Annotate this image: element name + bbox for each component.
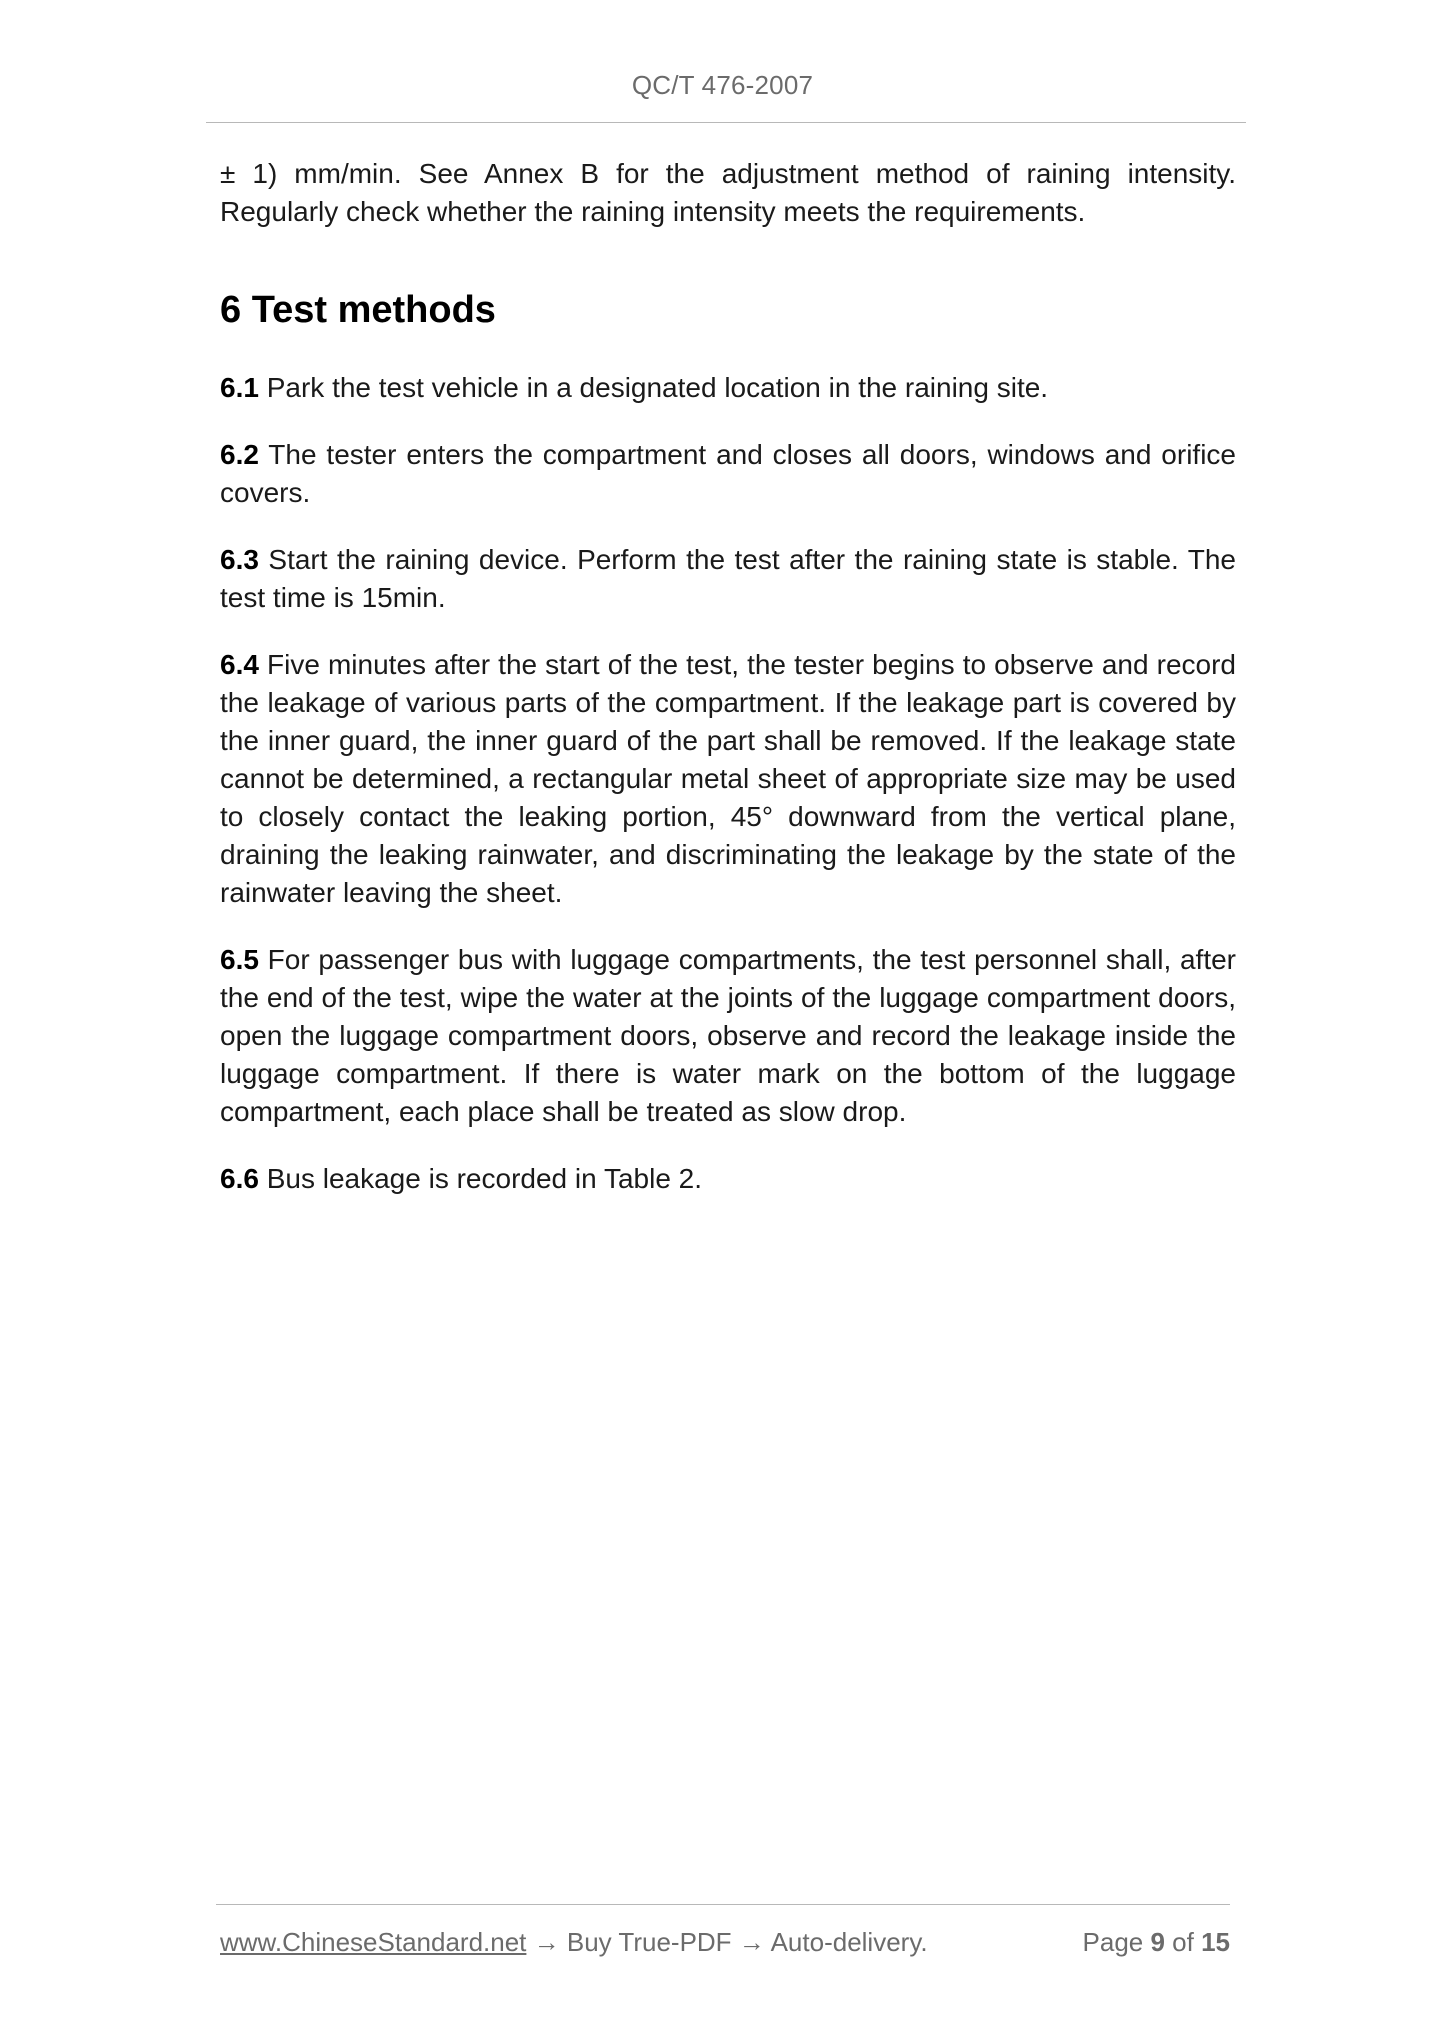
clause-6-6: [220, 1160, 1236, 1198]
clause-6-3: [220, 541, 1236, 617]
clause-number: 6.5: [220, 944, 259, 975]
clause-text: Bus leakage is recorded in Table 2.: [258, 1163, 703, 1194]
page-label: Page: [1082, 1927, 1151, 1957]
clause-text: Start the raining device. Perform the test after the raining state is stable. The test time is 15min.: [220, 544, 1236, 613]
page-footer: [220, 1924, 1230, 1960]
arrow-right-icon: →: [731, 1927, 771, 1957]
delivery-text: Auto-delivery.: [770, 1927, 928, 1957]
section-heading: 6 Test methods: [220, 289, 496, 331]
clause-number: 6.6: [220, 1163, 259, 1194]
clause-text: For passenger bus with luggage compartments, the test personnel shall, after the end of the test, wipe the water at the joints of the luggage compartment doors, open the luggage compartment doors, observe and record the leakage inside the luggage compartment. If there is water mark on the bottom of the luggage compartment, each place shall be treated as slow drop.: [220, 944, 1236, 1127]
clause-6-4: [220, 646, 1236, 912]
arrow-right-icon: →: [526, 1927, 567, 1957]
clause-number: 6.2: [220, 439, 259, 470]
header-divider: [206, 122, 1246, 123]
running-header: QC/T 476-2007: [631, 70, 814, 100]
total-page-number: 15: [1201, 1927, 1230, 1957]
intro-paragraph: ± 1) mm/min. See Annex B for the adjustment method of raining intensity. Regularly check whether the raining intensity meets the requirements.: [220, 158, 1236, 227]
page-indicator: [1083, 1924, 1230, 1960]
buy-text: Buy True-PDF: [566, 1927, 732, 1957]
clause-6-2: [220, 436, 1236, 512]
clause-text: The tester enters the compartment and closes all doors, windows and orifice covers.: [220, 439, 1236, 508]
clause-6-5: [220, 941, 1236, 1131]
clause-text: Park the test vehicle in a designated location in the raining site.: [258, 372, 1049, 403]
clause-6-1: [220, 369, 1236, 407]
clause-number: 6.1: [220, 372, 259, 403]
current-page-number: 9: [1150, 1927, 1165, 1957]
of-label: of: [1164, 1927, 1202, 1957]
page-content: [220, 155, 1236, 1227]
clause-number: 6.3: [220, 544, 259, 575]
clause-number: 6.4: [220, 649, 259, 680]
clause-text: Five minutes after the start of the test, the tester begins to observe and record the leakage of various parts of the compartment. If the leakage part is covered by the inner guard, the inner guard of the part shall be removed. If the leakage state cannot be determined, a rectangular metal sheet of appropriate size may be used to closely contact the leaking portion, 45° downward from the vertical plane, draining the leaking rainwater, and discriminating the leakage by the state of the rainwater leaving the sheet.: [220, 649, 1236, 908]
website-link[interactable]: www.ChineseStandard.net: [220, 1927, 527, 1957]
footer-promo: [220, 1924, 928, 1960]
footer-divider: [216, 1904, 1230, 1905]
